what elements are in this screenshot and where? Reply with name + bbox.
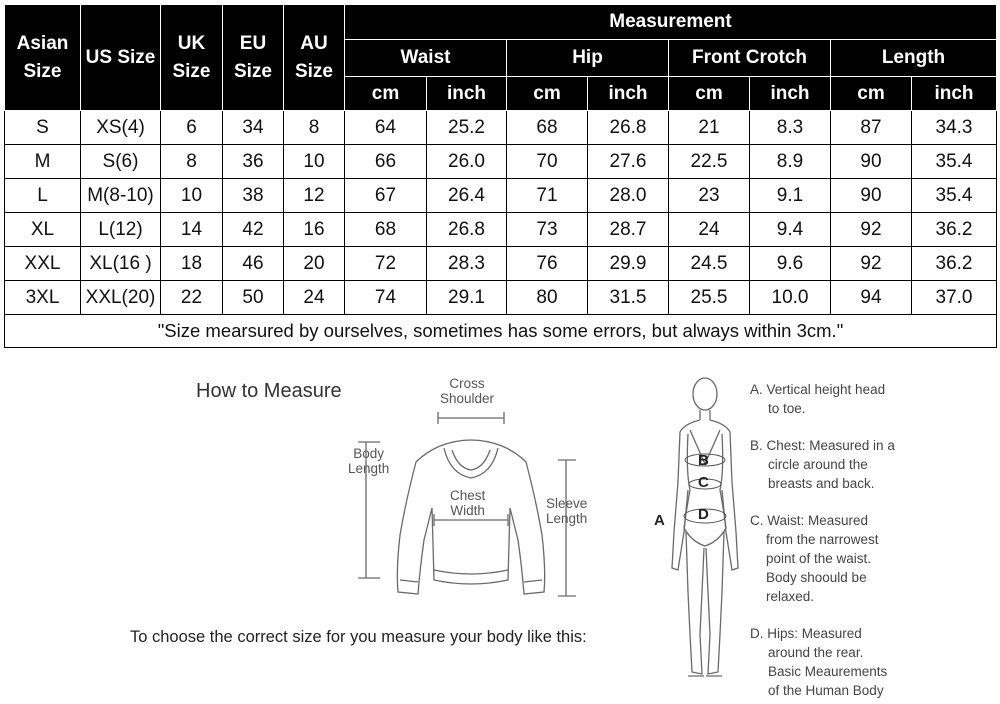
table-cell: 37.0 <box>912 281 997 315</box>
table-cell: 34 <box>223 111 284 145</box>
table-cell: 66 <box>345 145 427 179</box>
header-eu-size: EU Size <box>223 5 284 111</box>
chest-width-label: Chest Width <box>450 488 486 518</box>
table-cell: 24 <box>669 213 750 247</box>
table-cell: 36.2 <box>912 213 997 247</box>
body-length-label: Body Length <box>348 446 390 476</box>
table-row <box>5 281 997 315</box>
table-cell: 92 <box>831 247 912 281</box>
header-hip: Hip <box>507 40 669 77</box>
table-cell: 67 <box>345 179 427 213</box>
table-cell: 26.8 <box>588 111 669 145</box>
header-asian-size: Asian Size <box>5 5 81 111</box>
table-cell: 68 <box>345 213 427 247</box>
size-chart-table <box>4 4 997 348</box>
table-cell: L(12) <box>81 213 161 247</box>
table-cell: 36 <box>223 145 284 179</box>
table-cell: 71 <box>507 179 588 213</box>
table-cell: 24 <box>284 281 345 315</box>
table-row <box>5 247 997 281</box>
header-waist: Waist <box>345 40 507 77</box>
table-cell: 22.5 <box>669 145 750 179</box>
header-front-crotch: Front Crotch <box>669 40 831 77</box>
table-cell: 9.6 <box>750 247 831 281</box>
head-outline <box>693 378 717 410</box>
table-cell: 14 <box>161 213 223 247</box>
table-cell: 42 <box>223 213 284 247</box>
header-unit-cm: cm <box>507 77 588 111</box>
table-cell: 21 <box>669 111 750 145</box>
table-cell: S <box>5 111 81 145</box>
size-table-body <box>5 111 997 315</box>
header-unit-inch: inch <box>750 77 831 111</box>
table-cell: 3XL <box>5 281 81 315</box>
body-letter-b: B <box>698 452 709 469</box>
header-unit-inch: inch <box>427 77 507 111</box>
header-unit-inch: inch <box>912 77 997 111</box>
table-cell: 9.4 <box>750 213 831 247</box>
header-unit-cm: cm <box>831 77 912 111</box>
body-letter-c: C <box>698 474 709 491</box>
table-cell: 20 <box>284 247 345 281</box>
sleeve-length-label: Sleeve Length <box>546 496 588 526</box>
body-letter-a: A <box>654 512 665 529</box>
table-cell: XS(4) <box>81 111 161 145</box>
table-note: "Size mearsured by ourselves, sometimes has some errors, but always within 3cm." <box>5 315 997 348</box>
table-cell: 31.5 <box>588 281 669 315</box>
table-cell: 80 <box>507 281 588 315</box>
table-cell: 72 <box>345 247 427 281</box>
header-unit-cm: cm <box>345 77 427 111</box>
table-cell: 8.9 <box>750 145 831 179</box>
table-cell: 50 <box>223 281 284 315</box>
header-length: Length <box>831 40 997 77</box>
table-cell: 10 <box>284 145 345 179</box>
header-uk-size: UK Size <box>161 5 223 111</box>
table-cell: 73 <box>507 213 588 247</box>
description-d: D. Hips: Measured around the rear. Basic Meaurements of the Human Body <box>750 626 888 698</box>
table-cell: 35.4 <box>912 179 997 213</box>
header-us-size: US Size <box>81 5 161 111</box>
header-unit-inch: inch <box>588 77 669 111</box>
header-au-size: AU Size <box>284 5 345 111</box>
table-cell: 27.6 <box>588 145 669 179</box>
table-cell: 26.8 <box>427 213 507 247</box>
description-a: A. Vertical height head to toe. <box>750 382 886 416</box>
table-cell: 9.1 <box>750 179 831 213</box>
table-cell: 29.9 <box>588 247 669 281</box>
table-cell: 26.0 <box>427 145 507 179</box>
table-cell: 87 <box>831 111 912 145</box>
table-cell: 18 <box>161 247 223 281</box>
table-cell: XXL(20) <box>81 281 161 315</box>
table-cell: 74 <box>345 281 427 315</box>
table-cell: M <box>5 145 81 179</box>
table-cell: 92 <box>831 213 912 247</box>
table-cell: 8 <box>161 145 223 179</box>
table-cell: 76 <box>507 247 588 281</box>
table-row <box>5 213 997 247</box>
table-cell: M(8-10) <box>81 179 161 213</box>
table-cell: 35.4 <box>912 145 997 179</box>
table-cell: 94 <box>831 281 912 315</box>
table-cell: 12 <box>284 179 345 213</box>
table-cell: 34.3 <box>912 111 997 145</box>
table-row <box>5 179 997 213</box>
table-cell: XXL <box>5 247 81 281</box>
table-cell: 90 <box>831 145 912 179</box>
table-cell: XL(16 ) <box>81 247 161 281</box>
table-cell: 24.5 <box>669 247 750 281</box>
how-to-measure-title: How to Measure <box>196 380 342 402</box>
table-cell: 23 <box>669 179 750 213</box>
cross-shoulder-label: Cross Shoulder <box>440 376 495 406</box>
table-cell: 28.0 <box>588 179 669 213</box>
table-cell: 8.3 <box>750 111 831 145</box>
body-figure-diagram <box>660 372 750 702</box>
table-cell: 90 <box>831 179 912 213</box>
table-row <box>5 111 997 145</box>
table-cell: XL <box>5 213 81 247</box>
table-cell: 25.5 <box>669 281 750 315</box>
table-cell: 70 <box>507 145 588 179</box>
table-cell: 28.3 <box>427 247 507 281</box>
table-cell: 6 <box>161 111 223 145</box>
table-cell: 10 <box>161 179 223 213</box>
choose-size-instruction: To choose the correct size for you measure your body like this: <box>130 628 587 646</box>
table-cell: 25.2 <box>427 111 507 145</box>
table-cell: 38 <box>223 179 284 213</box>
table-cell: L <box>5 179 81 213</box>
header-measurement: Measurement <box>345 5 997 40</box>
table-cell: 68 <box>507 111 588 145</box>
table-cell: 16 <box>284 213 345 247</box>
table-cell: 36.2 <box>912 247 997 281</box>
table-row <box>5 145 997 179</box>
description-b: B. Chest: Measured in a circle around the breasts and back. <box>750 438 895 491</box>
header-unit-cm: cm <box>669 77 750 111</box>
table-cell: 46 <box>223 247 284 281</box>
table-cell: S(6) <box>81 145 161 179</box>
table-cell: 28.7 <box>588 213 669 247</box>
table-cell: 22 <box>161 281 223 315</box>
table-cell: 29.1 <box>427 281 507 315</box>
table-cell: 26.4 <box>427 179 507 213</box>
table-cell: 64 <box>345 111 427 145</box>
description-c: C. Waist: Measured from the narrowest point of the waist. Body shoould be relaxed. <box>750 513 879 604</box>
table-cell: 8 <box>284 111 345 145</box>
body-letter-d: D <box>698 506 709 523</box>
how-to-measure-section <box>0 352 1000 704</box>
table-cell: 10.0 <box>750 281 831 315</box>
